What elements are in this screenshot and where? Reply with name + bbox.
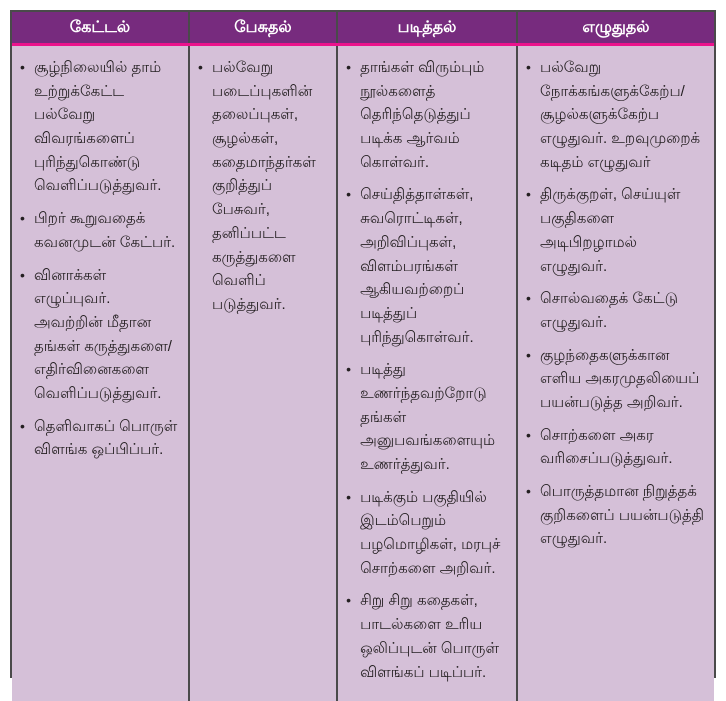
bullet-icon: •	[526, 186, 531, 203]
list-item	[526, 183, 706, 278]
bullet-icon: •	[526, 483, 531, 499]
list-item	[346, 486, 508, 581]
list-item	[20, 56, 180, 198]
language-skills-table	[10, 10, 716, 681]
bullet-icon: •	[346, 488, 351, 505]
bullet-icon: •	[20, 59, 25, 75]
list-item-text: சொல்வதைக் கேட்டு எழுதுவர்.	[540, 290, 678, 331]
bullet-icon: •	[346, 59, 351, 75]
list-item	[346, 56, 508, 174]
column-body-reading	[338, 46, 518, 701]
list-item-text: வினாக்கள் எழுப்புவர். அவற்றின் மீதான தங்கள் கருத்துகளை/ எதிர்வினைகளை வெளிப்படுத்துவர்.	[34, 266, 172, 402]
list-item-text: பல்வேறு நோக்கங்களுக்கேற்ப/ சூழல்களுக்கேற்ப எழுதுவர். உறவுமுறைக் கடிதம் எழுதுவர்	[540, 59, 701, 171]
bullet-icon: •	[526, 426, 531, 443]
list-item-text: சூழ்நிலையில் தாம் உற்றுக்கேட்ட பல்வேறு விவரங்களைப் புரிந்துகொண்டு வெளிப்படுத்துவர்.	[34, 59, 162, 195]
list-item-text: பல்வேறு படைப்புகளின் தலைப்புகள், சூழல்கள், கதைமாந்தர்கள் குறித்துப் பேசுவர், தனிப்பட்ட கருத்துகளை வெளிப் படுத்துவர்.	[211, 59, 316, 313]
list-item-text: சொற்களை அகர வரிசைப்படுத்துவர்.	[540, 426, 673, 468]
list-item	[20, 415, 180, 462]
bullet-icon: •	[526, 59, 531, 75]
list-item-text: தாங்கள் விரும்பும் நூல்களைத் தெரிந்தெடுத்துப் படிக்க ஆர்வம் கொள்வர்.	[360, 59, 485, 171]
body-row	[12, 46, 714, 701]
listening-items-list	[20, 56, 180, 462]
speaking-items-list	[198, 56, 328, 317]
bullet-icon: •	[20, 210, 25, 227]
list-item	[20, 207, 180, 254]
bullet-icon: •	[346, 592, 351, 609]
list-item-text: படித்து உணர்ந்தவற்றோடு தங்கள் அனுபவங்களையும் உணர்த்துவர்.	[360, 361, 496, 473]
list-item-text: பிறர் கூறுவதைக் கவனமுடன் கேட்பர்.	[34, 210, 176, 251]
list-item-text: திருக்குறள், செய்யுள் பகுதிகளை அடிபிறழாமல் எழுதுவர்.	[540, 186, 681, 275]
list-item	[526, 56, 706, 174]
list-item	[198, 56, 328, 317]
column-header-reading: படித்தல்	[338, 12, 518, 43]
list-item	[346, 358, 508, 476]
list-item	[346, 183, 508, 349]
list-item-text: செய்தித்தாள்கள், சுவரொட்டிகள், அறிவிப்புகள், விளம்பரங்கள் ஆகியவற்றைப் படித்துப் புரிந்துகொள்வர்.	[360, 186, 474, 346]
list-item-text: தெளிவாகப் பொருள் விளங்க ஒப்பிப்பர்.	[34, 417, 178, 459]
reading-items-list	[346, 56, 508, 684]
list-item	[526, 344, 706, 415]
bullet-icon: •	[20, 266, 25, 283]
column-header-listening: கேட்டல்	[12, 12, 190, 43]
bullet-icon: •	[346, 361, 351, 378]
list-item	[20, 264, 180, 406]
bullet-icon: •	[526, 290, 531, 307]
column-body-listening	[12, 46, 190, 701]
header-row	[12, 12, 714, 46]
list-item	[526, 480, 706, 551]
column-body-speaking	[190, 46, 338, 701]
column-body-writing	[518, 46, 714, 701]
list-item	[526, 424, 706, 471]
column-header-writing: எழுதுதல்	[582, 18, 650, 36]
bullet-icon: •	[20, 417, 25, 434]
list-item-text: சிறு சிறு கதைகள், பாடல்களை உரிய ஒலிப்புடன் பொருள் விளங்கப் படிப்பர்.	[360, 592, 499, 681]
list-item-text: படிக்கும் பகுதியில் இடம்பெறும் பழமொழிகள், மரபுச் சொற்களை அறிவர்.	[360, 488, 501, 577]
bullet-icon: •	[346, 186, 351, 203]
list-item	[526, 287, 706, 334]
column-header-speaking: பேசுதல்	[190, 12, 338, 43]
bullet-icon: •	[197, 59, 203, 75]
list-item-text: பொருத்தமான நிறுத்தக் குறிகளைப் பயன்படுத்தி எழுதுவர்.	[540, 483, 705, 548]
bullet-icon: •	[526, 346, 531, 363]
list-item-text: குழந்தைகளுக்கான எளிய அகரமுதலியைப் பயன்படுத்த அறிவர்.	[540, 346, 700, 411]
list-item	[346, 589, 508, 684]
writing-items-list	[526, 56, 706, 551]
